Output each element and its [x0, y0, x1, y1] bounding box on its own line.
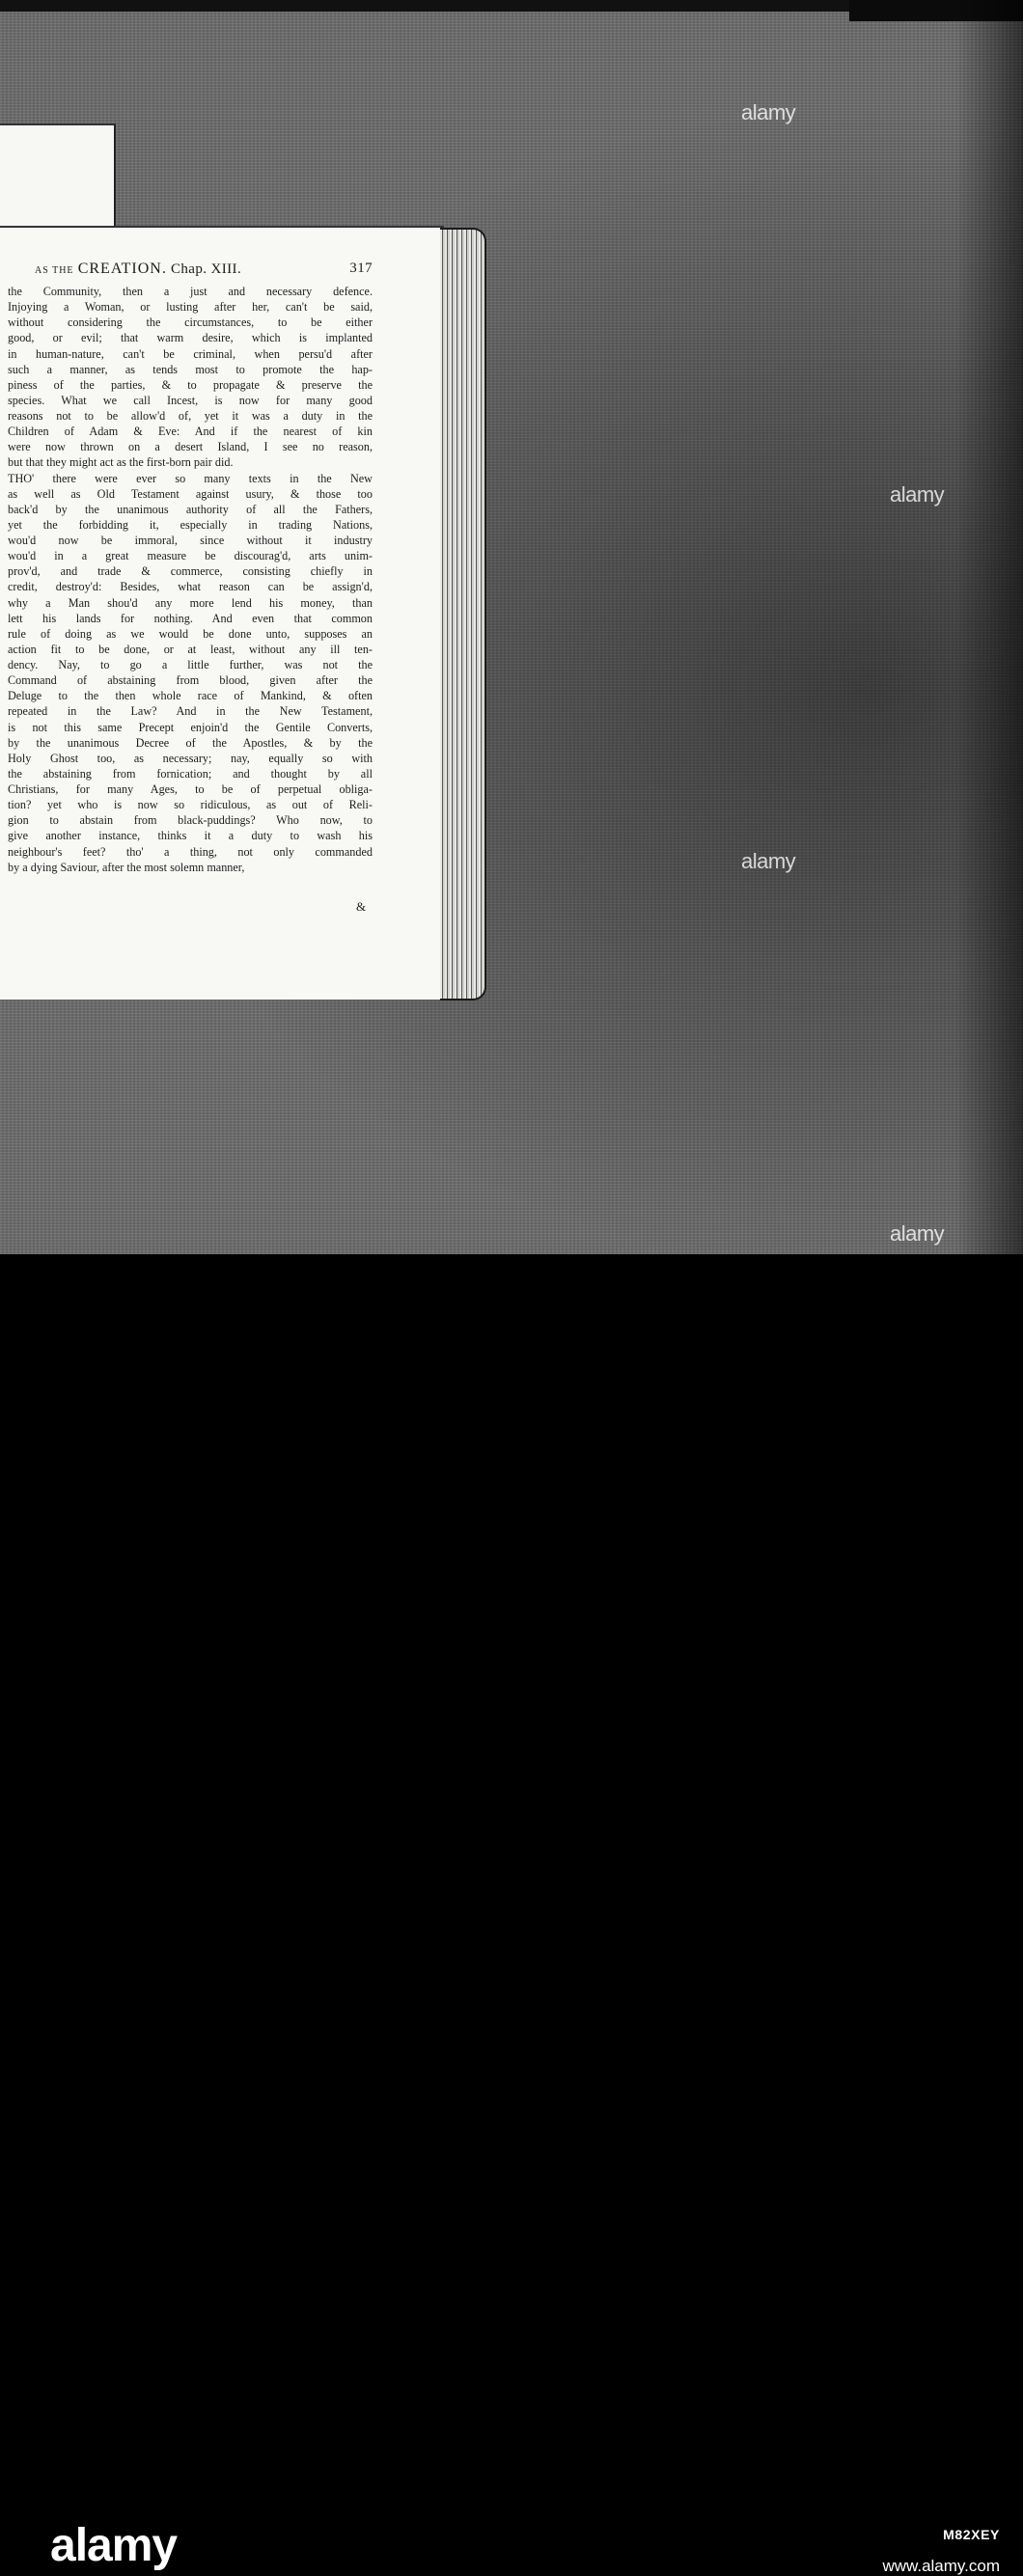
text-line: THO' there were ever so many texts in the New: [8, 471, 373, 485]
text-line: lett his lands for nothing. And even that common: [8, 611, 373, 625]
text-line: Holy Ghost too, as necessary; nay, equally so with: [8, 751, 373, 765]
text-line: action fit to be done, or at least, without any ill ten-: [8, 642, 373, 656]
paper-slip: [0, 123, 116, 226]
alamy-logo: alamy: [50, 2520, 178, 2571]
text-line: gion to abstain from black-puddings? Who now, to: [8, 813, 373, 828]
text-line: the Community, then a just and necessary defence.: [8, 285, 373, 298]
text-line: species. What we call Incest, is now for many good: [8, 393, 373, 407]
running-head: [35, 260, 373, 278]
footer-bar: [0, 1254, 1023, 2575]
text-line: wou'd in a great measure be discourag'd, arts unim-: [8, 549, 373, 563]
text-line: give another instance, thinks it a duty to wash his: [8, 829, 373, 843]
text-line: such a manner, as tends most to promote the hap-: [8, 362, 373, 376]
text-line: why a Man shou'd any more lend his money, than: [8, 595, 373, 610]
text-line: without considering the circumstances, to be either: [8, 315, 373, 330]
text-line: dency. Nay, to go a little further, was not the: [8, 658, 373, 671]
text-line: Injoying a Woman, or lusting after her, can't be said,: [8, 300, 373, 315]
page-number: 317: [349, 260, 373, 276]
text-line: rule of doing as we would be done unto, supposes an: [8, 626, 373, 641]
watermark: alamy: [741, 849, 796, 873]
running-head-prefix: AS THE: [35, 265, 74, 276]
text-line: is not this same Precept enjoin'd the Gentile Converts,: [8, 720, 373, 734]
image-id: M82XEY: [943, 2527, 1000, 2542]
text-line: Christians, for many Ages, to be of perpetual obliga-: [8, 782, 373, 796]
text-line: piness of the parties, & to propagate & preserve the: [8, 377, 373, 392]
text-line: back'd by the unanimous authority of all the Fathers,: [8, 502, 373, 516]
text-line: but that they might act as the first-born pair did.: [8, 455, 234, 470]
text-line: credit, destroy'd: Besides, what reason can be assign'd,: [8, 580, 373, 594]
text-line: the abstaining from fornication; and thought by all: [8, 766, 373, 781]
right-shadow-band: [955, 0, 1023, 1254]
footer-url: www.alamy.com: [882, 2557, 1000, 2575]
running-head-title: CREATION.: [77, 260, 167, 277]
text-line: as well as Old Testament against usury, & those too: [8, 486, 373, 501]
text-line: by the unanimous Decree of the Apostles, & by the: [8, 735, 373, 750]
watermark: alamy: [890, 1221, 945, 1246]
text-line: in human-nature, can't be criminal, when persu'd after: [8, 346, 373, 361]
text-line: Command of abstaining from blood, given after the: [8, 673, 373, 688]
catchword: &: [356, 899, 367, 914]
text-line: prov'd, and trade & commerce, consisting chiefly in: [8, 564, 373, 579]
text-line: reasons not to be allow'd of, yet it was a duty in the: [8, 409, 373, 423]
watermark: alamy: [890, 482, 945, 507]
running-head-chapter: Chap. XIII.: [170, 261, 242, 277]
text-line: repeated in the Law? And in the New Testament,: [8, 704, 373, 719]
text-line: wou'd now be immoral, since without it industry: [8, 534, 373, 547]
watermark: alamy: [741, 100, 796, 124]
text-line: neighbour's feet? tho' a thing, not only commanded: [8, 844, 373, 859]
text-line: good, or evil; that warm desire, which is implanted: [8, 331, 373, 345]
text-line: Deluge to the then whole race of Mankind, & often: [8, 689, 373, 703]
body-text: [8, 284, 373, 875]
text-line: tion? yet who is now so ridiculous, as out of Reli-: [8, 798, 373, 812]
text-line: Children of Adam & Eve: And if the nearest of kin: [8, 425, 373, 439]
text-line: were now thrown on a desert Island, I see no reason,: [8, 440, 373, 454]
page-fore-edge: [440, 228, 486, 1000]
text-line: yet the forbidding it, especially in trading Nations,: [8, 517, 373, 532]
text-line: by a dying Saviour, after the most solemn manner,: [8, 860, 245, 874]
